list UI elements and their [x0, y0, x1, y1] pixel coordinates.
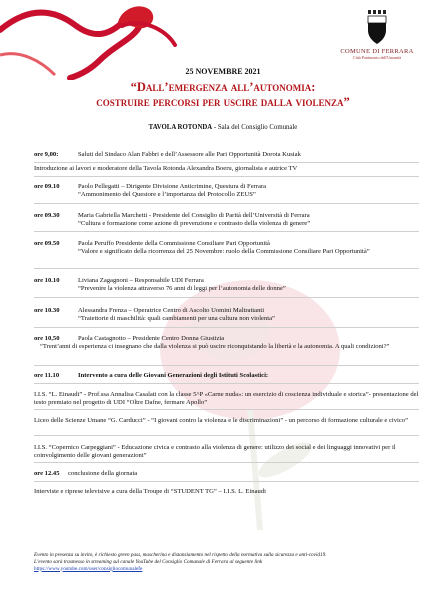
talk-time: ore 09.30 — [34, 212, 60, 219]
subtitle-rest: - Sala del Consiglio Comunale — [212, 124, 298, 131]
talk-speaker: Paolo Pellegatti – Dirigente Divisione Anticrimine, Questura di Ferrara — [78, 183, 267, 190]
opening-time: ore 9,00: — [34, 151, 59, 158]
talk-speaker: Liviana Zagagnoni – Responsabile UDI Ferrara — [78, 277, 204, 284]
talk-time: ore 09.10 — [34, 183, 60, 190]
youth-time: ore 11.10 — [34, 372, 60, 379]
separator — [34, 365, 419, 366]
separator — [34, 268, 419, 269]
subtitle-bold: TAVOLA ROTONDA — [148, 124, 213, 131]
talk-speaker: Maria Gabriella Marchetti - Presidente del Consiglio di Parità dell’Università di Ferrara — [78, 212, 310, 219]
separator — [34, 409, 419, 410]
separator — [34, 176, 419, 177]
school-item: I.I.S. “L. Einaudi” - Prof.ssa Annalisa Casalati con la classe 5^P «Carne nuda»: un esercizio di coscienza individuale e storica”- presentazione del testo premiato nel progetto di UDI “Oltre Dafne, fermare Apollo” — [34, 391, 419, 407]
comune-name: COMUNE DI FERRARA — [340, 48, 414, 55]
footer-line2: L’evento sarà trasmesso in streaming sul canale YouTube del Consiglio Comunale di Ferrara al seguente link — [34, 558, 263, 565]
talk-topic: “Valore e significato della ricorrenza del 25 Novembre: ruolo della Commissione Consiliare Pari Opportunità” — [78, 248, 370, 256]
youtube-link[interactable]: https://www.youtube.com/user/consigliocomunalefe — [34, 565, 143, 572]
separator — [34, 203, 419, 204]
event-title-line1: “Dall’emergenza all’autonomia: — [130, 80, 316, 94]
coat-of-arms-icon — [366, 8, 388, 46]
talk-topic: “Prevenire la violenza attraverso 76 anni di leggi per l’autonomia delle donne” — [78, 285, 286, 293]
talk-topic: “Ammonimento del Questore e l’importanza del Protocollo ZEUS” — [78, 191, 256, 199]
footer-note — [34, 552, 419, 572]
opening-text: Saluti del Sindaco Alan Fabbri e dell’Assessore alle Pari Opportunità Dorota Kusiak — [78, 151, 301, 158]
comune-logo — [322, 8, 432, 60]
talk-time: ore 10,50 — [34, 335, 60, 342]
youth-text: Intervento a cura delle Giovani Generazioni degli Istituti Scolastici: — [78, 372, 269, 379]
talk-time: ore 10.30 — [34, 307, 60, 314]
closing-text: conclusione della giornata — [68, 470, 138, 477]
talk-topic: “Cultura e formazione come azione di prevenzione e contrasto della violenza di genere” — [78, 220, 311, 228]
talk-speaker: Alessandra Frenza – Operatrice Centro di Ascolto Uomini Maltrattanti — [78, 307, 265, 314]
talk-time: ore 10.10 — [34, 277, 60, 284]
comune-subtitle: Città Patrimonio dell'Umanità — [352, 55, 402, 60]
separator — [34, 327, 419, 328]
program-intro: Introduzione ai lavori e moderatore della Tavola Rotonda Alexandra Boeru, giornalista e autrice TV — [34, 165, 298, 172]
interviews-text: Interviste e riprese televisive a cura della Troupe di “STUDENT TG” – I.I.S. L. Einaudi — [34, 488, 266, 495]
separator — [34, 435, 419, 436]
talk-time: ore 09.50 — [34, 240, 60, 247]
talk-topic: “Traiettorie di maschilità: quali cambiamenti per una cultura non violenta” — [78, 315, 275, 323]
talk-topic: “Trent’anni di esperienza ci insegnano che dalla violenza si può uscire riconquistando la libertà e la autonomia. A quali condizioni?” — [40, 343, 390, 350]
talk-speaker: Paola Peruffo Presidente della Commissione Consiliare Pari Opportunità — [78, 240, 270, 247]
separator — [34, 297, 419, 298]
separator — [34, 162, 419, 163]
event-title-line2: costruire percorsi per uscire dalla violenza” — [96, 95, 350, 109]
separator — [34, 462, 419, 463]
footer-line1: Evento in presenza su invito, è richiesto green pass, mascherina e distanziamento nel rispetto della normativa sulla sicurezza e anti-covid19. — [34, 552, 327, 558]
school-item: Liceo delle Scienze Umane “G. Carducci” - “I giovani contro la violenza e le discriminazioni” - un percorso di formazione culturale e civico” — [34, 417, 409, 424]
separator — [34, 481, 419, 482]
separator — [34, 231, 419, 232]
closing-time: ore 12.45 — [34, 470, 60, 477]
school-item: I.I.S. “Copernico Carpeggiani” - Educazione civica e contrasto alla violenza di genere: utilizzo dei social e dei linguaggi innovativi per il coinvolgimento delle giovani generazioni” — [34, 444, 396, 460]
talk-speaker: Paola Castagnotto – Presidente Centro Donna Giustizia — [78, 335, 225, 342]
event-date: 25 NOVEMBRE 2021 — [185, 67, 261, 76]
event-subtitle — [0, 124, 446, 131]
separator — [34, 383, 419, 384]
